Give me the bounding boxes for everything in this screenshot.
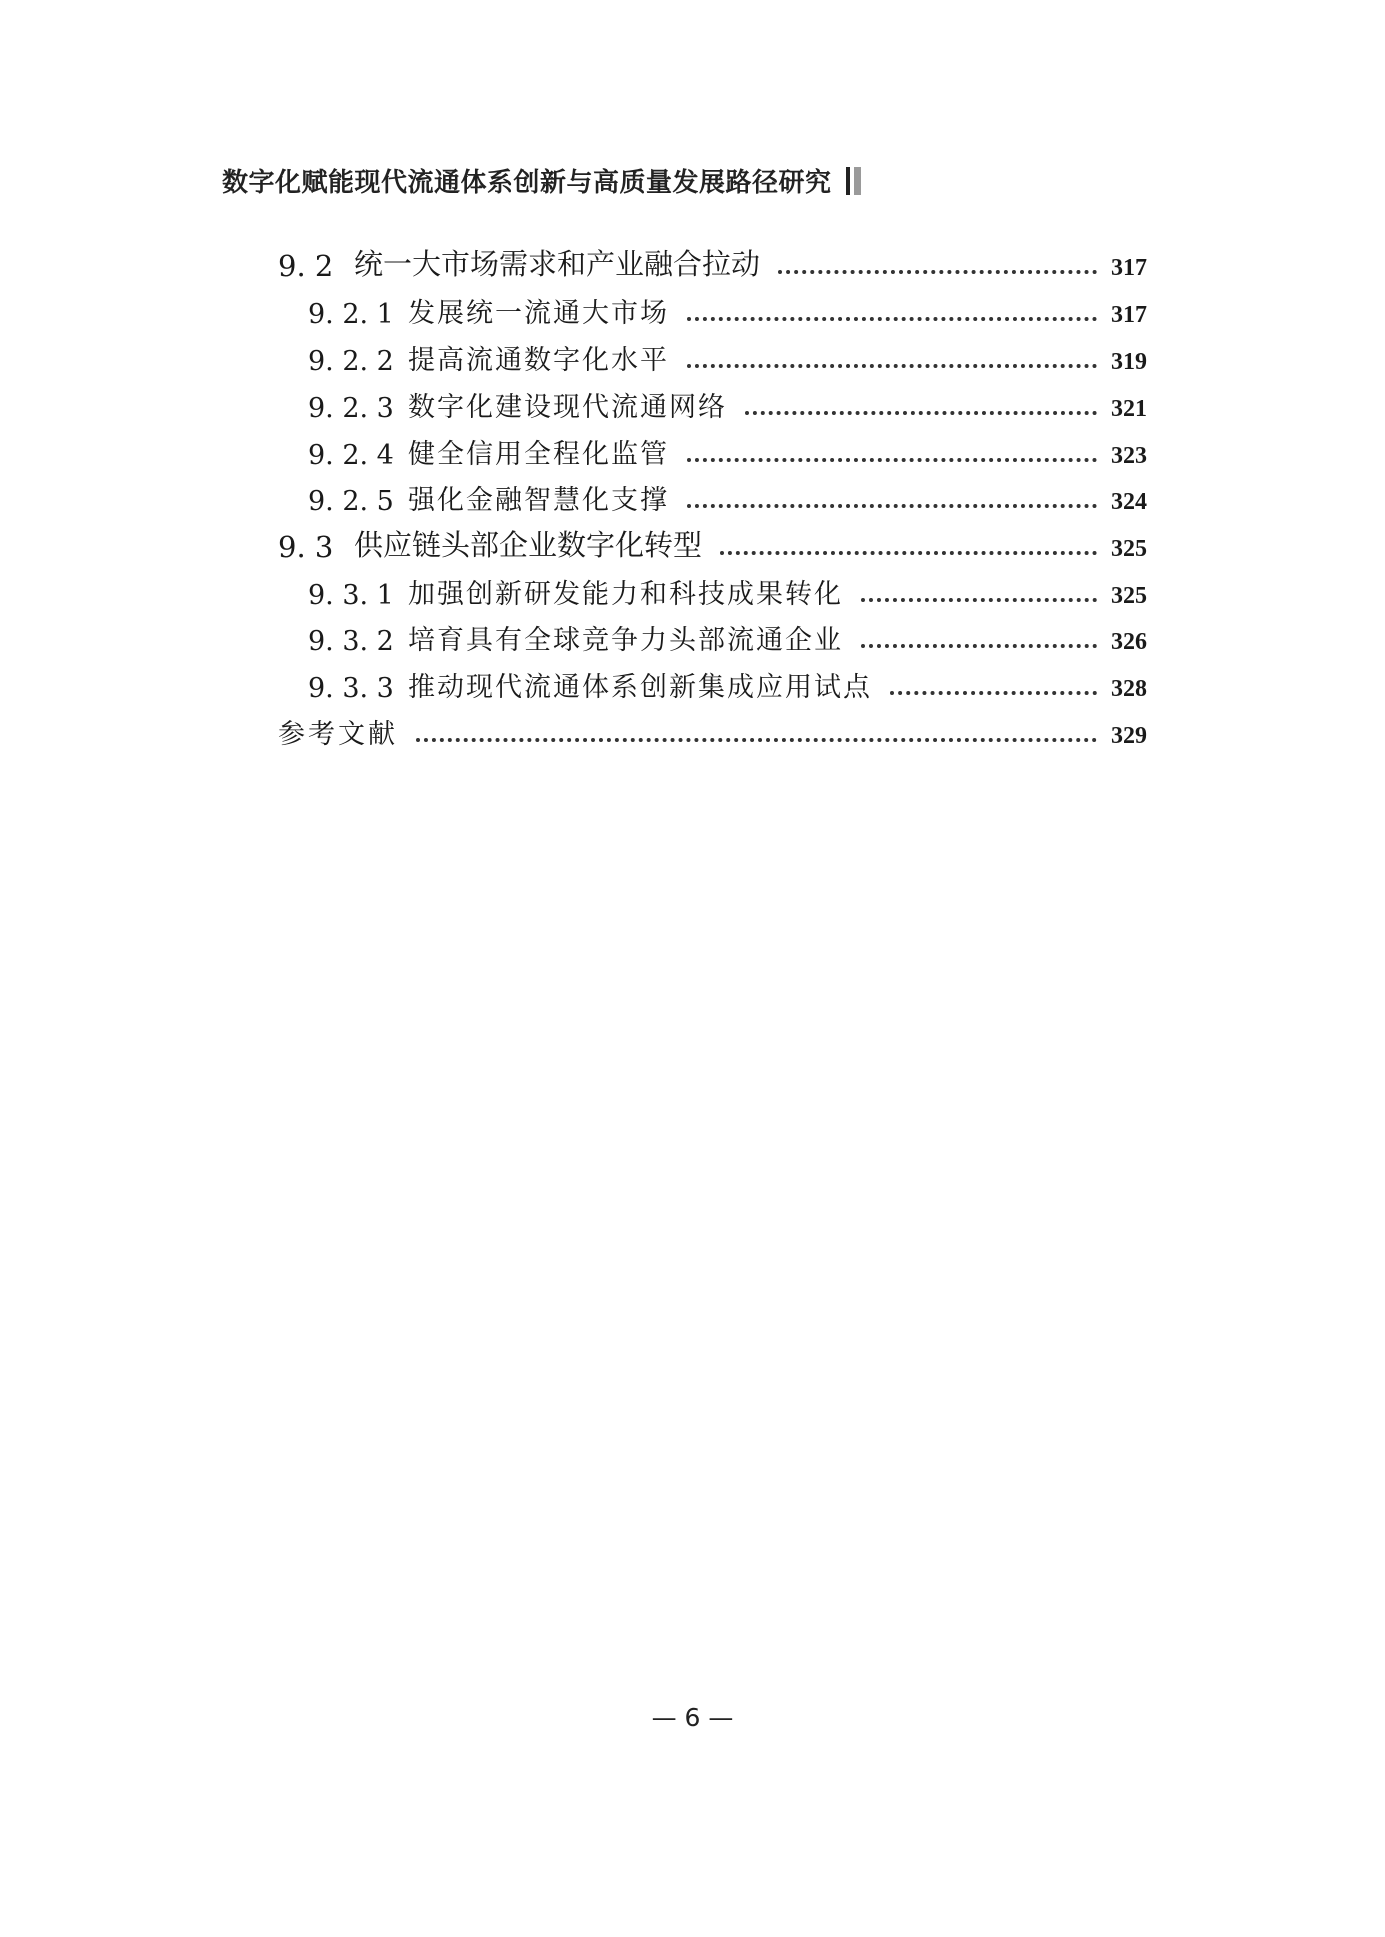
page-ref: 326 — [1111, 629, 1147, 655]
page-ref: 317 — [1111, 255, 1147, 281]
dot-leader — [687, 364, 1097, 368]
section-number: 9. 3. 1 — [308, 580, 394, 611]
page-ref: 325 — [1111, 583, 1147, 609]
section-number: 9. 3 — [278, 530, 334, 564]
book-title: 数字化赋能现代流通体系创新与高质量发展路径研究 — [222, 168, 832, 198]
header-bar-ornament — [846, 167, 861, 195]
toc-entry-references[interactable] — [278, 711, 1147, 751]
section-number: 9. 2. 1 — [308, 299, 394, 330]
section-title: 健全信用全程化监管 — [408, 439, 669, 470]
dot-leader — [720, 551, 1097, 555]
toc-entry[interactable] — [308, 571, 1147, 611]
dot-leader — [861, 598, 1097, 602]
section-number: 9. 2. 5 — [308, 486, 394, 517]
page-ref: 329 — [1111, 723, 1147, 749]
section-title: 供应链头部企业数字化转型 — [354, 528, 703, 562]
section-title: 统一大市场需求和产业融合拉动 — [354, 247, 761, 281]
section-title: 强化金融智慧化支撑 — [408, 485, 669, 516]
dot-leader — [778, 270, 1097, 274]
dot-leader — [687, 458, 1097, 462]
section-number: 9. 2. 3 — [308, 393, 394, 424]
page-ref: 319 — [1111, 349, 1147, 375]
section-number: 9. 3. 2 — [308, 626, 394, 657]
toc-entry[interactable] — [308, 431, 1147, 471]
section-title: 参考文献 — [278, 719, 398, 750]
section-number: 9. 2 — [278, 249, 334, 283]
page-ref: 325 — [1111, 536, 1147, 562]
running-header — [222, 162, 861, 199]
section-title: 提高流通数字化水平 — [408, 345, 669, 376]
dot-leader — [687, 504, 1097, 508]
page-number: — 6 — — [651, 1703, 734, 1732]
toc-entry[interactable] — [308, 384, 1147, 424]
toc-entry[interactable] — [278, 243, 1147, 283]
dot-leader — [745, 411, 1097, 415]
toc-entry[interactable] — [308, 337, 1147, 377]
page-ref: 324 — [1111, 489, 1147, 515]
section-number: 9. 2. 4 — [308, 440, 394, 471]
page-ref: 317 — [1111, 302, 1147, 328]
section-title: 数字化建设现代流通网络 — [408, 392, 727, 423]
toc-entry[interactable] — [308, 617, 1147, 657]
dot-leader — [687, 317, 1097, 321]
section-title: 培育具有全球竞争力头部流通企业 — [408, 625, 843, 656]
dot-leader — [416, 738, 1097, 742]
toc-entry[interactable] — [278, 524, 1147, 564]
section-number: 9. 3. 3 — [308, 673, 394, 704]
toc-entry[interactable] — [308, 477, 1147, 517]
toc-entry[interactable] — [308, 290, 1147, 330]
page-ref: 321 — [1111, 396, 1147, 422]
page-ref: 328 — [1111, 676, 1147, 702]
dot-leader — [861, 644, 1097, 648]
dot-leader — [890, 691, 1097, 695]
section-title: 发展统一流通大市场 — [408, 298, 669, 329]
toc-entry[interactable] — [308, 664, 1147, 704]
section-title: 加强创新研发能力和科技成果转化 — [408, 579, 843, 610]
section-number: 9. 2. 2 — [308, 346, 394, 377]
section-title: 推动现代流通体系创新集成应用试点 — [408, 672, 872, 703]
page-ref: 323 — [1111, 443, 1147, 469]
